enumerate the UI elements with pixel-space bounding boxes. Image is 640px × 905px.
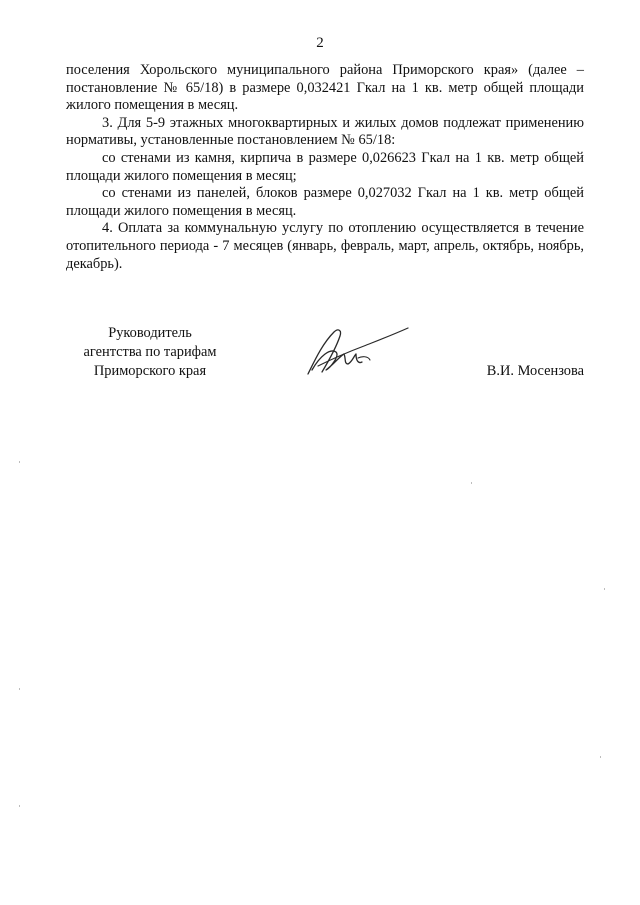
signer-name: В.И. Мосензова bbox=[486, 363, 584, 379]
scan-speck bbox=[19, 688, 20, 690]
signatory-title bbox=[55, 324, 245, 381]
paragraph-item-4: 4. Оплата за коммунальную услугу по отоплению осуществляется в течение отопительного периода - 7 месяцев (январь, февраль, март, апрель, октябрь, ноябрь, декабрь). bbox=[66, 220, 584, 272]
signatory-title-line: агентства по тарифам bbox=[83, 344, 217, 360]
scan-speck bbox=[19, 461, 20, 463]
signatory-title-line: Приморского края bbox=[93, 363, 207, 379]
paragraph-continuation: поселения Хорольского муниципального района Приморского края» (далее – постановление № 65/18) в размере 0,032421 Гкал на 1 кв. метр общей площади жилого помещения в месяц. bbox=[66, 62, 584, 114]
document-body bbox=[66, 62, 584, 273]
scan-speck bbox=[604, 588, 605, 590]
paragraph-item-3: 3. Для 5-9 этажных многоквартирных и жилых домов подлежат применению нормативы, установленные постановлением № 65/18: bbox=[66, 114, 584, 149]
paragraph-panel-walls: со стенами из панелей, блоков размере 0,027032 Гкал на 1 кв. метр общей площади жилого помещения в месяц. bbox=[66, 185, 584, 219]
scan-speck bbox=[600, 756, 601, 758]
scan-speck bbox=[19, 805, 20, 807]
handwritten-signature bbox=[300, 322, 412, 384]
signatory-title-line: Руководитель bbox=[108, 325, 192, 341]
page-number: 2 bbox=[316, 35, 324, 51]
scan-speck bbox=[471, 482, 472, 484]
paragraph-stone-walls: со стенами из камня, кирпича в размере 0,026623 Гкал на 1 кв. метр общей площади жилого помещения в месяц; bbox=[66, 149, 584, 184]
